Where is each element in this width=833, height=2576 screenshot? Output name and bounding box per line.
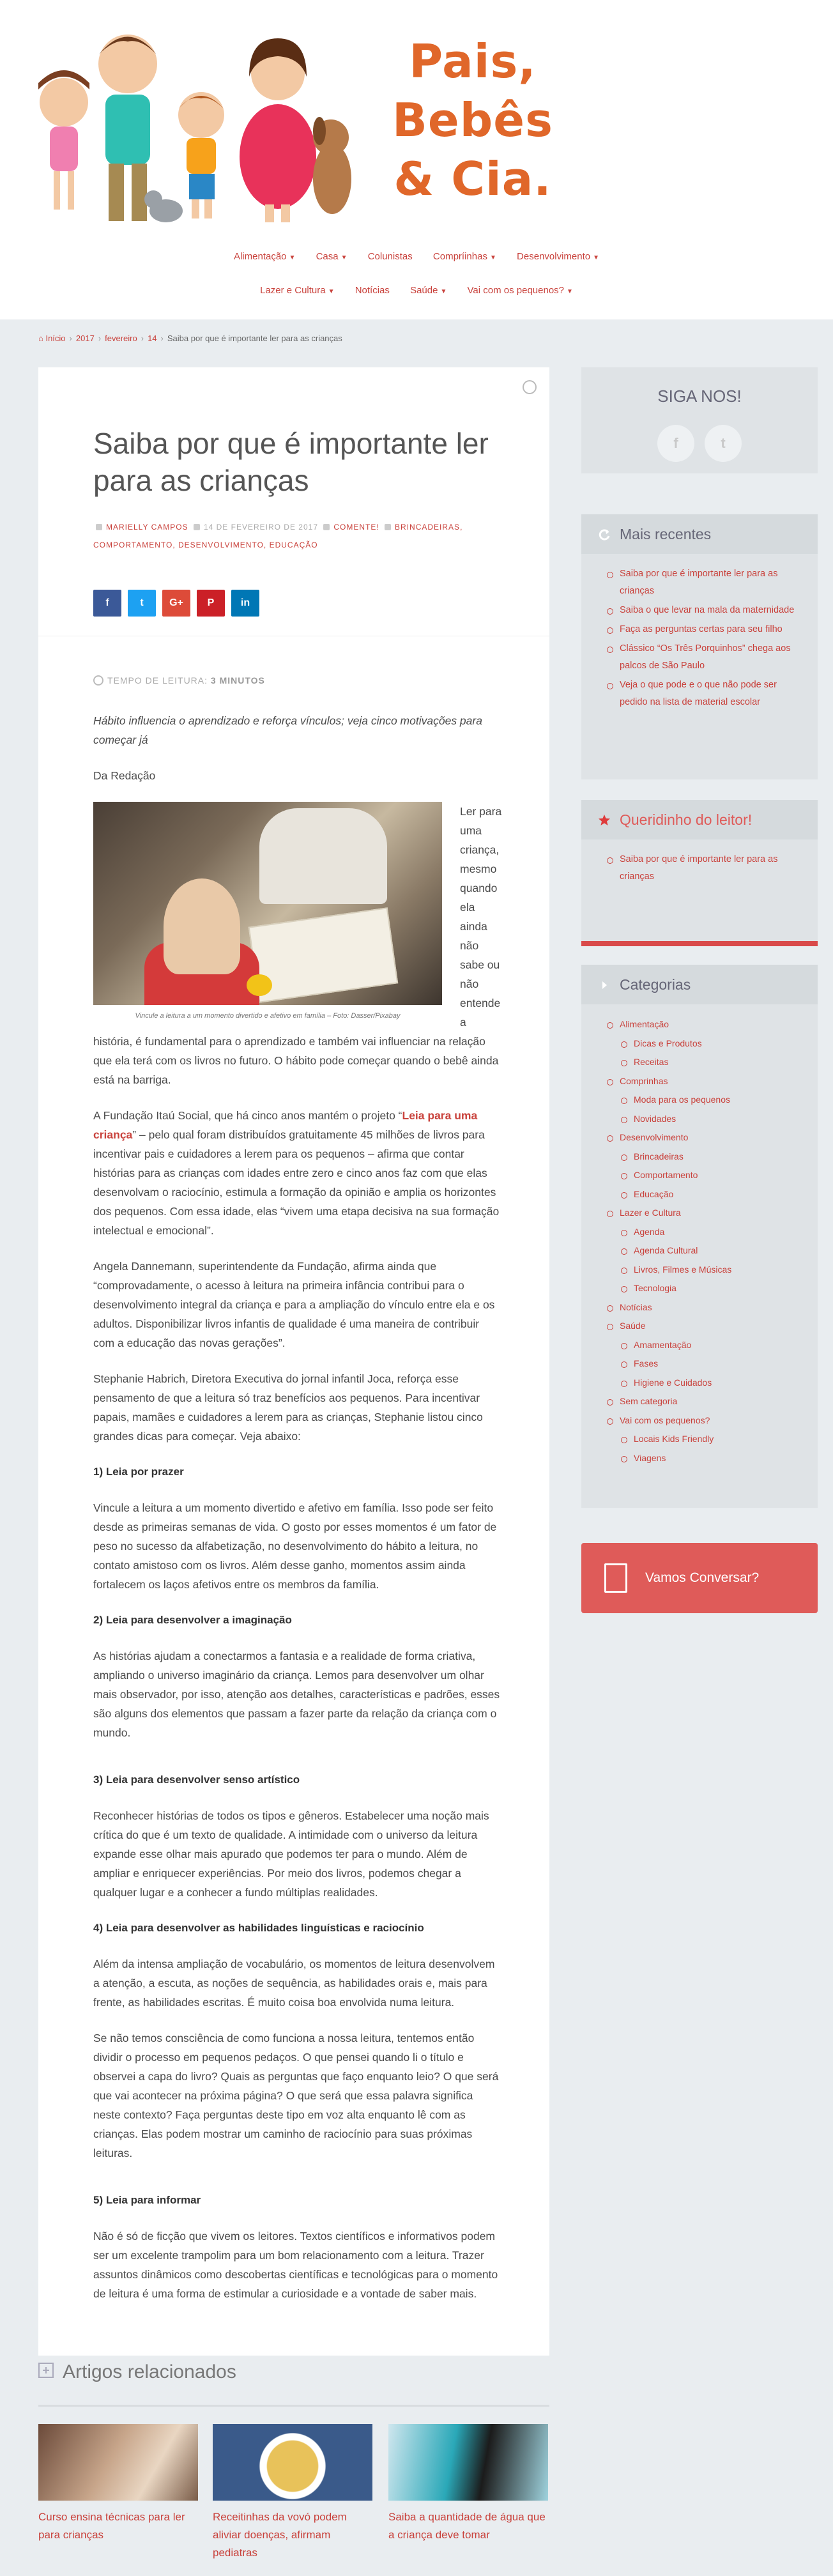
list-item: [607, 621, 804, 638]
favorite-post-link[interactable]: Saiba por que é importante ler para as crianças: [620, 854, 778, 882]
breadcrumb-separator: ›: [98, 334, 102, 343]
section-heading: 2) Leia para desenvolver a imaginação: [93, 1614, 292, 1626]
contact-cta-button[interactable]: [581, 1543, 818, 1613]
list-item: [621, 1110, 804, 1128]
recent-posts-title: [581, 514, 818, 554]
list-item: [621, 1035, 804, 1052]
twitter-icon[interactable]: t: [705, 425, 742, 462]
related-article-title[interactable]: Curso ensina técnicas para ler para crianças: [38, 2511, 185, 2541]
category-link[interactable]: Sem categoria: [620, 1396, 678, 1406]
favorite-widget: [581, 800, 818, 946]
nav-item-alimentacao[interactable]: [234, 251, 295, 262]
category-link[interactable]: Livros, Filmes e Músicas: [634, 1264, 732, 1275]
category-link[interactable]: Educação: [634, 1188, 674, 1199]
category-link[interactable]: Comprinhas: [620, 1075, 668, 1086]
nav-label: Desenvolvimento: [517, 251, 591, 262]
category-link[interactable]: Vai com os pequenos?: [620, 1414, 710, 1425]
breadcrumb-current: Saiba por que é importante ler para as crianças: [167, 334, 342, 343]
reading-time-label: TEMPO DE LEITURA:: [107, 675, 208, 686]
reading-time: [93, 675, 265, 686]
list-item: [607, 602, 804, 619]
section-heading: 5) Leia para informar: [93, 2194, 201, 2206]
nav-label: Vai com os pequenos?: [467, 285, 565, 296]
power-icon[interactable]: [523, 380, 537, 394]
paragraph: [93, 1106, 502, 1240]
related-thumbnail[interactable]: [213, 2424, 372, 2501]
star-icon: [598, 814, 611, 827]
follow-widget: [581, 367, 818, 473]
category-link[interactable]: Novidades: [634, 1113, 676, 1124]
main-nav-row-1: [0, 251, 833, 262]
comment-link[interactable]: COMENTE!: [333, 523, 379, 532]
recent-post-link[interactable]: Saiba o que levar na mala da maternidade: [620, 605, 795, 615]
recent-post-link[interactable]: Clássico “Os Três Porquinhos” chega aos palcos de São Paulo: [620, 643, 791, 671]
recent-posts-widget: [581, 514, 818, 779]
widget-title-text: Mais recentes: [620, 526, 712, 542]
section-heading: 1) Leia por prazer: [93, 1466, 184, 1478]
nav-item-casa[interactable]: [316, 251, 348, 262]
category-link[interactable]: Receitas: [634, 1057, 669, 1067]
category-link[interactable]: Tecnologia: [634, 1283, 676, 1293]
document-icon: [604, 1563, 627, 1593]
favorite-list: [581, 839, 818, 891]
nav-item-colunistas[interactable]: Colunistas: [367, 251, 413, 262]
list-item: [621, 1450, 804, 1467]
nav-item-desenvolvimento[interactable]: [517, 251, 599, 262]
category-link[interactable]: Higiene e Cuidados: [634, 1377, 712, 1388]
category-link[interactable]: Comportamento: [634, 1170, 698, 1180]
chevron-down-icon: ▼: [328, 288, 335, 295]
related-article-title[interactable]: Receitinhas da vovó podem aliviar doenças, afirmam pediatras: [213, 2511, 347, 2559]
related-article-title[interactable]: Saiba a quantidade de água que a criança deve tomar: [388, 2511, 546, 2541]
paragraph: Não é só de ficção que vivem os leitores. Textos científicos e informativos podem ser um excelente trampolim para um bom relacionamento com a leitura. Trazer assuntos dinâmicos como descobertas científicas e tecnológicas para o momento de leitura é uma forma de estimular a curiosidade e a vontade de saber mais.: [93, 2230, 498, 2300]
list-item: [621, 1374, 804, 1392]
nav-label: Compríinhas: [432, 251, 487, 262]
recent-post-link[interactable]: Saiba por que é importante ler para as crianças: [620, 569, 778, 596]
category-links[interactable]: BRINCADEIRAS, COMPORTAMENTO, DESENVOLVIMENTO, EDUCAÇÃO: [93, 523, 463, 549]
article-byline: Da Redação: [93, 769, 156, 782]
related-thumbnail[interactable]: [388, 2424, 548, 2501]
breadcrumb: [38, 334, 342, 343]
category-link[interactable]: Moda para os pequenos: [634, 1094, 730, 1105]
section-heading: 4) Leia para desenvolver as habilidades linguísticas e raciocínio: [93, 1922, 424, 1934]
category-link[interactable]: Agenda: [634, 1226, 665, 1237]
nav-item-noticias[interactable]: Notícias: [355, 285, 390, 296]
list-item: [621, 1223, 804, 1241]
list-item: [621, 1430, 804, 1448]
related-title-text: Artigos relacionados: [63, 2361, 236, 2382]
folder-icon: [385, 524, 391, 530]
article-photo[interactable]: [93, 802, 442, 1005]
share-twitter-button[interactable]: t: [128, 590, 156, 617]
nav-label: Alimentação: [233, 251, 287, 262]
categories-title: [581, 965, 818, 1004]
facebook-icon[interactable]: f: [657, 425, 694, 462]
refresh-icon: [598, 528, 611, 541]
category-link[interactable]: Lazer e Cultura: [620, 1208, 681, 1218]
list-item: [607, 1317, 804, 1335]
chevron-down-icon: ▼: [340, 254, 348, 261]
category-link[interactable]: Notícias: [620, 1301, 652, 1312]
list-item: [607, 1204, 804, 1222]
nav-item-saude[interactable]: [410, 285, 447, 296]
list-item: [621, 1167, 804, 1184]
list-item: [607, 1073, 804, 1090]
category-link[interactable]: Locais Kids Friendly: [634, 1434, 714, 1444]
list-item: [607, 1129, 804, 1146]
category-link[interactable]: Amamentação: [634, 1339, 692, 1350]
chevron-right-icon: [598, 979, 611, 992]
list-item: [621, 1337, 804, 1354]
article-figure: [93, 802, 442, 1023]
category-link[interactable]: Brincadeiras: [634, 1151, 684, 1162]
related-thumbnail[interactable]: [38, 2424, 198, 2501]
paragraph-text: A Fundação Itaú Social, que há cinco anos mantém o projeto “: [93, 1109, 402, 1122]
category-link[interactable]: Alimentação: [620, 1019, 669, 1029]
chevron-down-icon: ▼: [289, 254, 296, 261]
recent-post-link[interactable]: Faça as perguntas certas para seu filho: [620, 624, 783, 634]
breadcrumb-month[interactable]: fevereiro: [105, 334, 137, 343]
related-article[interactable]: [388, 2424, 548, 2544]
nav-item-comprinhas[interactable]: [433, 251, 496, 262]
article-meta: [93, 518, 502, 554]
list-item: [621, 1148, 804, 1165]
category-link[interactable]: Dicas e Produtos: [634, 1038, 702, 1048]
paragraph: As histórias ajudam a conectarmos a fantasia e a realidade de forma criativa, ampliando o universo imaginário da criança. Lemos para desenvolver um olhar mais observador, por isso, atenção aos detalhes, características e padrões, esses são alguns dos elementos que passam a fazer parte da relação da criança com o mundo.: [93, 1650, 500, 1739]
paragraph: Ler para uma criança, mesmo quando ela ainda não sabe ou não entende a história, é fundamental para o aprendizado e também vai influenciar na relação que ela terá com os livros no futuro. O hábito pode começar quando o bebê ainda está na barriga.: [93, 805, 502, 1086]
category-link[interactable]: Saúde: [620, 1321, 646, 1331]
list-item: [607, 565, 804, 600]
share-buttons: [93, 590, 266, 617]
breadcrumb-day[interactable]: 14: [148, 334, 157, 343]
site-header: [0, 0, 833, 319]
breadcrumb-year[interactable]: 2017: [75, 334, 95, 343]
clock-icon: [93, 675, 103, 686]
list-item: [621, 1280, 804, 1297]
cta-label: Vamos Conversar?: [645, 1570, 760, 1585]
plus-icon: [38, 2363, 54, 2378]
list-item: [607, 1393, 804, 1410]
logo-text[interactable]: Pais, Bebês & Cia.: [392, 34, 553, 206]
category-link[interactable]: Desenvolvimento: [620, 1132, 689, 1142]
divider: [38, 2405, 549, 2407]
list-item: [607, 1412, 804, 1429]
photo-caption: Vincule a leitura a um momento divertido e afetivo em família – Foto: Dasser/Pixabay: [135, 1012, 401, 1020]
paragraph: Além da intensa ampliação de vocabulário, os momentos de leitura desenvolvem a atenção, a escuta, as noções de sequência, as habilidades orais e, mais para frente, as habilidades escritas. É muito coisa boa envolvida numa leitura.: [93, 1958, 495, 2009]
share-pinterest-button[interactable]: P: [197, 590, 225, 617]
list-item: [621, 1091, 804, 1108]
section-heading: 3) Leia para desenvolver senso artístico: [93, 1774, 300, 1786]
categories-list: [581, 1004, 818, 1472]
reading-time-value: 3 MINUTOS: [210, 675, 265, 686]
list-item: [621, 1054, 804, 1071]
recent-posts-list: [581, 554, 818, 717]
list-item: [607, 640, 804, 675]
main-nav-row-2: [0, 285, 833, 296]
photo-shape: [259, 808, 387, 904]
user-icon: [96, 524, 102, 530]
list-item: [607, 1299, 804, 1316]
paragraph: Stephanie Habrich, Diretora Executiva do jornal infantil Joca, reforça esse pensamento de que a leitura só traz benefícios aos pequenos. Para incentivar papais, mamães e cuidadores a lerem para as crianças, Stephanie listou cinco grandes dicas para começar. Veja abaixo:: [93, 1372, 483, 1443]
categories-widget: [581, 965, 818, 1508]
recent-post-link[interactable]: Veja o que pode e o que não pode ser pedido na lista de material escolar: [620, 680, 777, 707]
paragraph-text: ” – pelo qual foram distribuídos gratuitamente 45 milhões de livros para incentivar pais e cuidadores a lerem para os pequenos – afirma que contar histórias para as crianças com idades entre zero e cinco anos faz com que elas desenvolvam o raciocínio, estimula a formação da opinião e amplia os horizontes dos pequenos. Com essa idade, elas “vivem uma etapa decisiva na sua formação intelectual e emocional”.: [93, 1128, 500, 1237]
share-google-button[interactable]: G+: [162, 590, 190, 617]
widget-title-text: Categorias: [620, 976, 691, 993]
chevron-down-icon: ▼: [567, 288, 573, 295]
share-facebook-button[interactable]: f: [93, 590, 121, 617]
chevron-down-icon: ▼: [440, 288, 447, 295]
home-icon[interactable]: ⌂: [38, 334, 46, 343]
photo-shape: [164, 878, 240, 974]
related-articles-heading: [38, 2361, 236, 2383]
paragraph: Se não temos consciência de como funciona a nossa leitura, tentemos então dividir o processo em pequenos pedaços. O que pensei quando li o título e observei a capa do livro? Quais as perguntas que faço enquanto leio? O que será que vai acontecer na próxima página? O que será que essa palavra significa neste contexto? Faça perguntas deste tipo em voz alta enquanto lê com as crianças. Elas podem mostrar um caminho de raciocínio para suas próximas leituras.: [93, 2032, 499, 2159]
breadcrumb-separator: ›: [69, 334, 72, 343]
nav-label: Casa: [316, 251, 339, 262]
favorite-title: [581, 800, 818, 839]
follow-title: SIGA NOS!: [581, 367, 818, 425]
breadcrumb-separator: ›: [160, 334, 164, 343]
nav-label: Lazer e Cultura: [260, 285, 326, 296]
list-item: [621, 1261, 804, 1278]
paragraph: Reconhecer histórias de todos os tipos e gêneros. Estabelecer uma noção mais crítica do que é um texto de qualidade. A intimidade com o universo da leitura expande esse olhar mais apurado que podemos ter para o mundo. Além de ampliar e enriquecer experiências. Por meio dos livros, podemos chegar a qualquer lugar e a conhecer a fundo múltiplas realidades.: [93, 1809, 489, 1899]
breadcrumb-separator: ›: [141, 334, 144, 343]
nav-label: Saúde: [410, 285, 438, 296]
article-body: [93, 711, 502, 2320]
list-item: [621, 1242, 804, 1259]
paragraph: Angela Dannemann, superintendente da Fundação, afirma ainda que “comprovadamente, o acesso à leitura na primeira infância contribui para o desenvolvimento integral da criança e para a ampliação do vínculo entre ela e os adultos. Disponibilizar livros infantis de qualidade é uma maneira de contribuir com a educação das novas gerações”.: [93, 1260, 495, 1349]
calendar-icon: [194, 524, 200, 530]
related-article[interactable]: [213, 2424, 372, 2562]
article-lead: Hábito influencia o aprendizado e reforça vínculos; veja cinco motivações para começar já: [93, 714, 482, 746]
nav-item-lazer-cultura[interactable]: [260, 285, 334, 296]
category-link[interactable]: Viagens: [634, 1452, 666, 1463]
project-link[interactable]: Leia para uma criança: [93, 1109, 478, 1141]
list-item: [621, 1355, 804, 1372]
widget-title-text: Queridinho do leitor!: [620, 811, 753, 828]
author-link[interactable]: MARIELLY CAMPOS: [106, 523, 188, 532]
post-date: 14 DE FEVEREIRO DE 2017: [203, 523, 319, 532]
article-title: Saiba por que é importante ler para as crianças: [93, 427, 489, 497]
list-item: [607, 1016, 804, 1033]
list-item: [621, 1186, 804, 1203]
nav-item-vai-com-os-pequenos[interactable]: [468, 285, 573, 296]
comment-icon: [323, 524, 330, 530]
list-item: [607, 851, 804, 885]
related-article[interactable]: [38, 2424, 198, 2544]
category-link[interactable]: Agenda Cultural: [634, 1245, 698, 1255]
breadcrumb-home[interactable]: Início: [45, 334, 66, 343]
chevron-down-icon: ▼: [489, 254, 496, 261]
article-card: [38, 367, 549, 2356]
photo-shape: [247, 974, 272, 996]
share-linkedin-button[interactable]: in: [231, 590, 259, 617]
chevron-down-icon: ▼: [593, 254, 600, 261]
paragraph: Vincule a leitura a um momento divertido e afetivo em família. Isso pode ser feito desde as primeiras semanas de vida. O gosto por esses momentos é um fator de peso no sucesso da alfabetização, no desenvolvimento do hábito a leitura, no contato amistoso com os livros. Além desse ganho, momentos assim ainda fortalecem os laços afetivos entre os membros da família.: [93, 1501, 497, 1591]
list-item: [607, 677, 804, 711]
category-link[interactable]: Fases: [634, 1358, 659, 1368]
